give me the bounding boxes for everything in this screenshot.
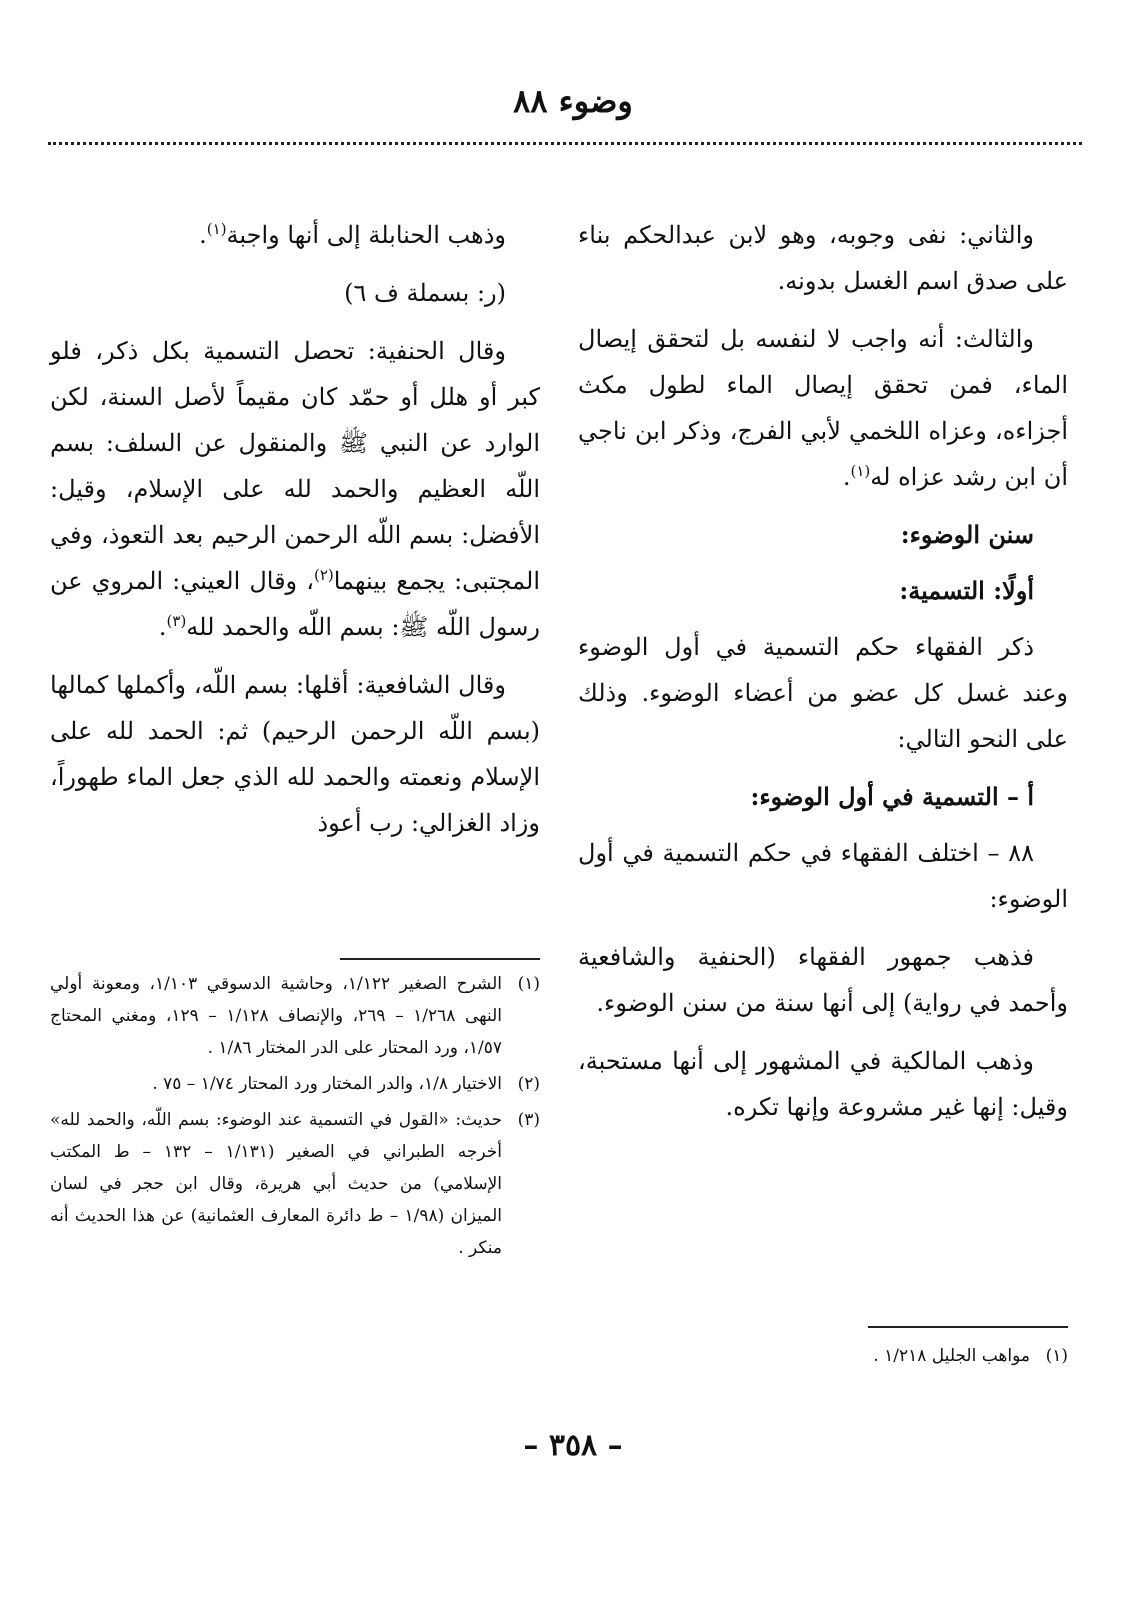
period: .: [199, 221, 207, 249]
paragraph: [50, 212, 540, 258]
header-divider: [48, 142, 1082, 145]
right-footnotes: [578, 1340, 1068, 1376]
footnote-number: (٣): [517, 1110, 540, 1130]
paragraph: ٨٨ – اختلف الفقهاء في حكم التسمية في أول الوضوء:: [578, 839, 1068, 913]
footnote-text: الشرح الصغير ١/١٢٢، وحاشية الدسوقي ١/١٠٣، ومعونة أولي النهى ١/٢٦٨ – ٢٦٩، والإنصاف ١/١٢٨ – ١٢٩، ومغني المحتاج ١/٥٧، ورد المحتار على الدر المختار ١/٨٦ .: [50, 974, 502, 1058]
footnote-number: (١): [517, 974, 540, 994]
footnote-text: حديث: «القول في التسمية عند الوضوء: بسم اللّه، والحمد لله» أخرجه الطبراني في الصغير (١/١٣١ – ١٣٢ – ط المكتب الإسلامي) من حديث أبي هريرة، وقال ابن حجر في لسان الميزان (١/٩٨ – ط دائرة المعارف العثمانية) عن هذا الحديث أنه منكر .: [50, 1110, 503, 1258]
paragraph: [50, 328, 540, 650]
footnote: [50, 968, 540, 1064]
paragraph: [578, 316, 1068, 500]
footnote-number: (٢): [517, 1074, 540, 1094]
paragraph: والثاني: نفى وجوبه، وهو لابن عبدالحكم بناء على صدق اسم الغسل بدونه.: [578, 221, 1068, 295]
footnote-divider: [340, 958, 540, 960]
footnote-marker: (١): [850, 462, 871, 480]
footnote: [578, 1340, 1068, 1372]
footnote-text: مواهب الجليل ١/٢١٨ .: [873, 1346, 1030, 1366]
paragraph-text: ، وقال العيني: المروي عن رسول اللّه ﷺ: بسم اللّه والحمد لله: [50, 567, 540, 641]
paragraph-text: وقال الحنفية: تحصل التسمية بكل ذكر، فلو كبر أو هلل أو حمّد كان مقيماً لأصل السنة، لكن الوارد عن النبي ﷺ والمنقول عن السلف: بسم اللّه العظيم والحمد لله على الإسلام، وقيل: الأفضل: بسم اللّه الرحمن الرحيم بعد التعوذ، وفي المجتبى: يجمع بينهما: [50, 337, 540, 595]
paragraph: وقال الشافعية: أقلها: بسم اللّه، وأكملها كمالها (بسم اللّه الرحمن الرحيم) ثم: الحمد لله على الإسلام ونعمته والحمد لله الذي جعل الماء طهوراً، وزاد الغزالي: رب أعوذ: [50, 671, 540, 837]
subsection-heading: أ – التسمية في أول الوضوء:: [750, 782, 1034, 811]
page-number: – ٣٥٨ –: [523, 1428, 623, 1463]
footnote: [50, 1068, 540, 1100]
footnote-marker: (٢): [313, 566, 334, 584]
paragraph: فذهب جمهور الفقهاء (الحنفية والشافعية وأحمد في رواية) إلى أنها سنة من سنن الوضوء.: [578, 943, 1068, 1017]
paragraph: ذكر الفقهاء حكم التسمية في أول الوضوء وعند غسل كل عضو من أعضاء الوضوء. وذلك على النحو التالي:: [578, 633, 1068, 753]
period: .: [158, 613, 167, 641]
footnote-text: الاختيار ١/٨، والدر المختار ورد المحتار ١/٧٤ – ٧٥ .: [152, 1074, 502, 1094]
period: .: [842, 463, 851, 491]
footnote: [50, 1104, 540, 1264]
paragraph: وذهب المالكية في المشهور إلى أنها مستحبة، وقيل: إنها غير مشروعة وإنها تكره.: [578, 1047, 1068, 1121]
footnote-marker: (٣): [166, 612, 187, 630]
page-header-title: وضوء ٨٨: [513, 82, 633, 120]
paragraph-text: والثالث: أنه واجب لا لنفسه بل لتحقق إيصال الماء، فمن تحقق إيصال الماء لطول مكث أجزاءه، وعزاه اللخمي لأبي الفرج، وذكر ابن ناجي أن ابن رشد عزاه له: [578, 325, 1068, 491]
footnote-number: (١): [1045, 1346, 1068, 1366]
left-column: [50, 212, 540, 858]
section-heading: سنن الوضوء:: [900, 520, 1034, 549]
paragraph-text: وذهب الحنابلة إلى أنها واجبة: [226, 221, 506, 249]
footnote-marker: (١): [206, 220, 227, 238]
right-column: [578, 212, 1068, 1142]
footnote-divider: [868, 1326, 1068, 1328]
subsection-heading: أولًا: التسمية:: [899, 576, 1034, 605]
left-footnotes: [50, 968, 540, 1268]
cross-reference: (ر: بسملة ف ٦): [344, 279, 506, 307]
